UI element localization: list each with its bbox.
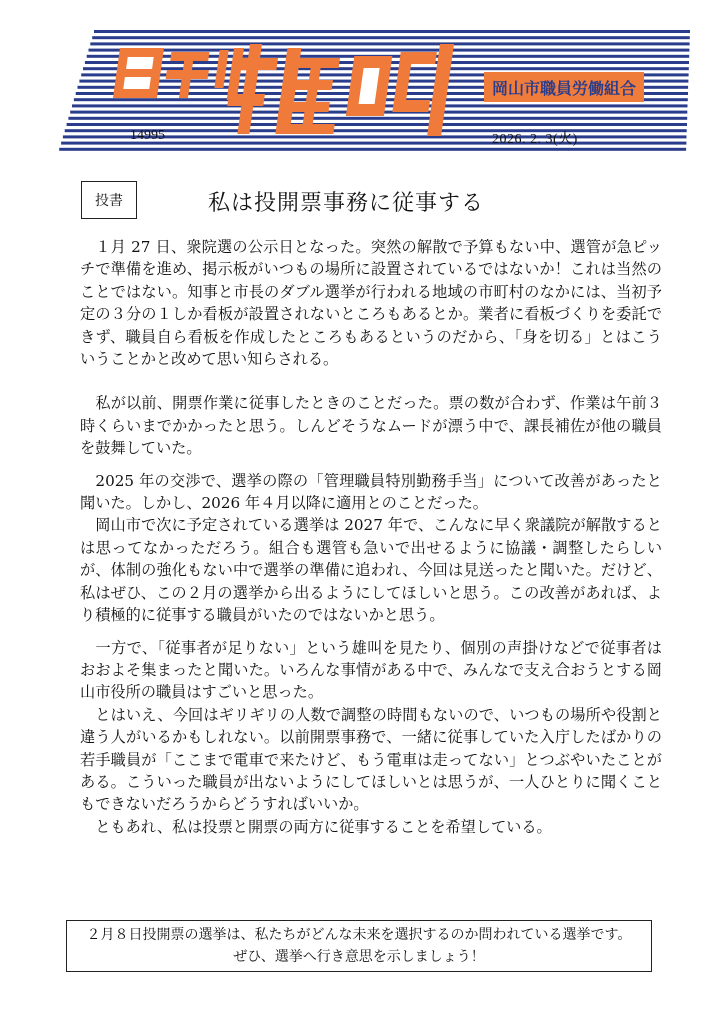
article-paragraph: 一方で、「従事者が足りない」という雄叫を見たり、個別の声掛けなどで従事者はおおよそ集まったと聞いた。いろんな事情がある中で、みんなで支え合おうとする岡山市役所の職員はすごいと思った。 [80, 638, 662, 702]
article-paragraph: 岡山市で次に予定されている選挙は 2027 年で、こんなに早く衆議院が解散するとは思ってなかっただろう。組合も選管も急いで出せるように協議・調整したらしいが、体制の強化もない中で選挙の準備に追われ、今回は見送ったと聞いた。だけど、私はぜひ、この２月の選挙から出るようにしてほしいと思う。この改善があれば、より積極的に従事する職員がいたのではないかと思う。 [80, 516, 662, 625]
masthead-stripe [67, 123, 687, 126]
notice-box [66, 920, 652, 972]
notice-line: ぜひ、選挙へ行き意思を示しましょう！ [233, 949, 485, 965]
article-paragraph: 2025 年の交渉で、選挙の際の「管理職員特別勤務手当」について改善があったと聞いた。しかし、2026 年４月以降に適用とのことだった。 [80, 471, 662, 513]
publisher-name: 岡山市職員労働組合 [491, 79, 637, 98]
masthead-stripe [90, 42, 689, 45]
masthead-stripe [89, 49, 690, 52]
masthead-banner [0, 0, 725, 170]
masthead-stripe [94, 30, 690, 33]
article-body [80, 236, 662, 838]
article-paragraph: 私が以前、開票作業に従事したときのことだった。票の数が合わず、作業は午前３時くらいまでかかったと思う。しんどそうなムードが漂う中で、課長補佐が他の職員を鼓舞していた。 [80, 394, 662, 458]
masthead-stripe [59, 148, 686, 151]
article-paragraph: １月 27 日、衆院選の公示日となった。突然の解散で予算もない中、選管が急ピッチで準備を進め、掲示板がいつもの場所に設置されているではないか！これは当然のことではない。知事と市長のダブル選挙が行われる地域の市町村のなかには、当初予定の３分の１しか看板が設置されないところもあるとか。業者に看板づくりを委託できず、職員自ら看板を作成したところもあるというのだから、「身を切る」とはこういうことかと改めて思い知らされる。 [80, 238, 662, 369]
issue-number: 14995 [130, 128, 165, 143]
article-paragraph: とはいえ、今回はギリギリの人数で調整の時間もないので、いつもの場所や役割と違う人がいるかもしれない。以前開票事務で、一緒に従事していた入庁したばかりの若手職員が「ここまで電車で来たけど、もう電車は走ってない」とつぶやいたことがある。こういった職員が出ないようにしてほしいとは思うが、一人ひとりに聞くこともできないだろうからどうすればいいか。 [80, 705, 662, 814]
article-headline: 私は投開票事務に従事する [208, 191, 485, 216]
article-paragraph: ともあれ、私は投票と開票の両方に従事することを希望している。 [80, 817, 552, 836]
notice-line: ２月８日投開票の選挙は、私たちがどんな未来を選択するのか問われている選挙です。 [86, 927, 632, 943]
publication-date: 2026. 2. 3(火) [492, 132, 578, 147]
masthead-stripe [68, 117, 687, 120]
masthead-stripe [92, 36, 690, 39]
article-tag: 投書 [81, 181, 137, 219]
